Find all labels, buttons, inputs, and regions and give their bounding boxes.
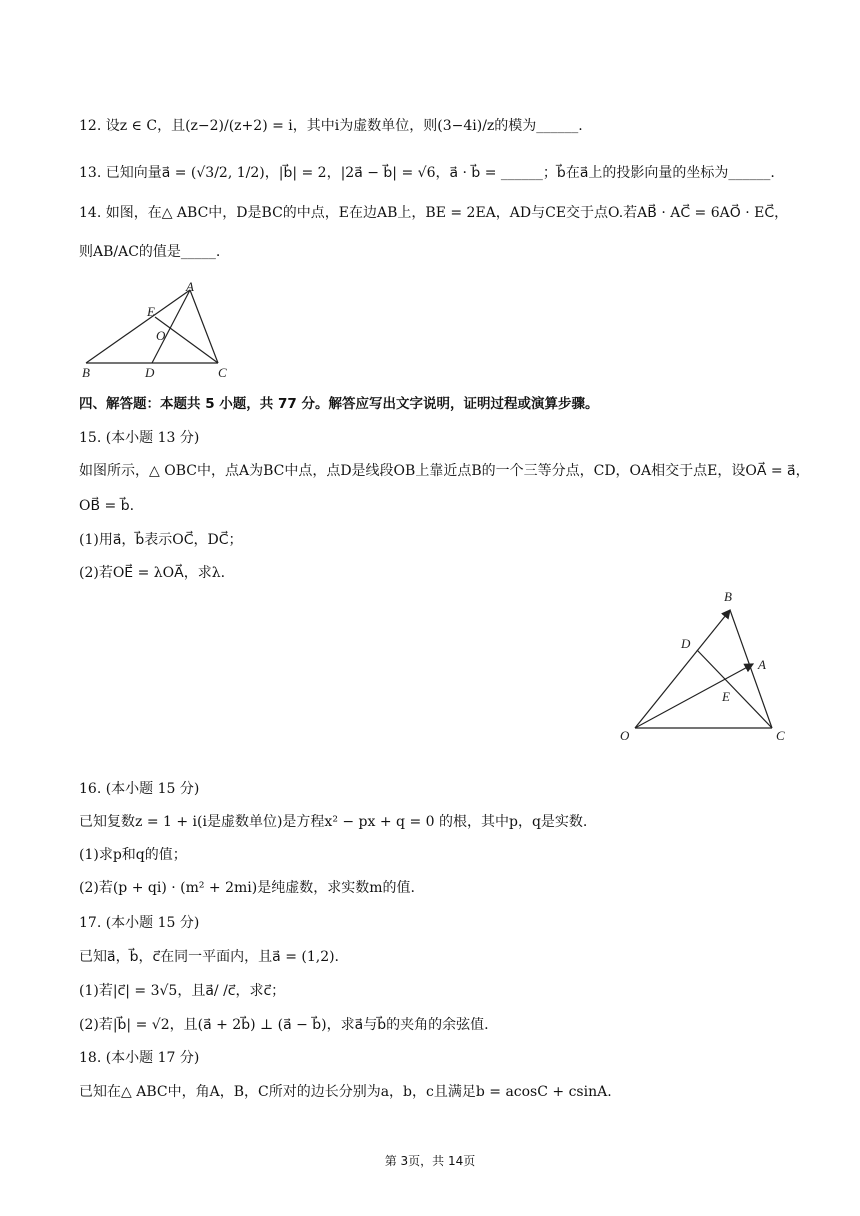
fig15-label-d: D: [681, 636, 691, 651]
problem-16-q1: (1)求p和q的值；: [79, 847, 187, 863]
problem-16-q2: (2)若(p + qi) · (m² + 2mi)是纯虚数，求实数m的值.: [79, 880, 415, 896]
figure-15-triangle: [612, 585, 802, 745]
problem-15-header: 15. (本小题 13 分): [79, 430, 200, 446]
problem-13: 13. 已知向量a⃗ = (√3/2, 1/2)，|b⃗| = 2，|2a⃗ − b⃗| = √6，a⃗ · b⃗ = ______；b⃗在a⃗上的投影向量的坐标为______.: [79, 165, 775, 181]
fig15-label-b: B: [724, 589, 732, 604]
problem-17-q2: (2)若|b⃗| = √2，且(a⃗ + 2b⃗) ⊥ (a⃗ − b⃗)，求a⃗与b⃗的夹角的余弦值.: [79, 1017, 489, 1033]
fig15-label-a: A: [758, 657, 766, 672]
problem-15-line2: OB⃗ = b⃗.: [79, 498, 135, 514]
problem-16-header: 16. (本小题 15 分): [79, 781, 200, 797]
fig14-label-b: B: [82, 365, 90, 380]
problem-14-line2: 则AB/AC的值是_____.: [79, 244, 221, 260]
problem-15-q1: (1)用a⃗，b⃗表示OC⃗，DC⃗；: [79, 532, 243, 548]
fig14-label-a: A: [186, 280, 194, 294]
problem-14-line1: 14. 如图，在△ ABC中，D是BC的中点，E在边AB上，BE = 2EA，AD与CE交于点O.若AB⃗ · AC⃗ = 6AO⃗ · EC⃗，: [79, 205, 789, 221]
problem-16-line1: 已知复数z = 1 + i(i是虚数单位)是方程x² − px + q = 0 的根，其中p，q是实数.: [79, 814, 588, 830]
problem-15-q2: (2)若OE⃗ = λOA⃗，求λ.: [79, 565, 226, 581]
fig14-label-o: O: [156, 328, 166, 343]
problem-18-header: 18. (本小题 17 分): [79, 1050, 200, 1066]
problem-17-header: 17. (本小题 15 分): [79, 915, 200, 931]
fig15-label-e: E: [722, 689, 730, 704]
problem-17-line1: 已知a⃗，b⃗，c⃗在同一平面内，且a⃗ = (1,2).: [79, 949, 340, 965]
problem-15-line1: 如图所示，△ OBC中，点A为BC中点，点D是线段OB上靠近点B的一个三等分点，CD，OA相交于点E，设OA⃗ = a⃗，: [79, 463, 810, 479]
fig15-label-o: O: [620, 728, 630, 743]
fig14-label-d: D: [145, 365, 155, 380]
page-footer: 第 3页，共 14页: [384, 1154, 476, 1168]
section-4-heading: 四、解答题：本题共 5 小题，共 77 分。解答应写出文字说明，证明过程或演算步骤。: [79, 396, 599, 412]
figure-14-triangle: [78, 280, 248, 380]
problem-12: 12. 设z ∈ C，且(z−2)/(z+2) = i，其中i为虚数单位，则(3−4i)/z的模为______.: [79, 118, 583, 134]
problem-17-q1: (1)若|c⃗| = 3√5，且a⃗/ /c⃗，求c⃗；: [79, 983, 286, 999]
fig15-label-c: C: [776, 728, 785, 743]
fig14-label-e: E: [147, 304, 155, 319]
problem-18-line1: 已知在△ ABC中，角A，B，C所对的边长分别为a，b，c且满足b = acosC + csinA.: [79, 1084, 612, 1100]
fig14-label-c: C: [218, 365, 227, 380]
